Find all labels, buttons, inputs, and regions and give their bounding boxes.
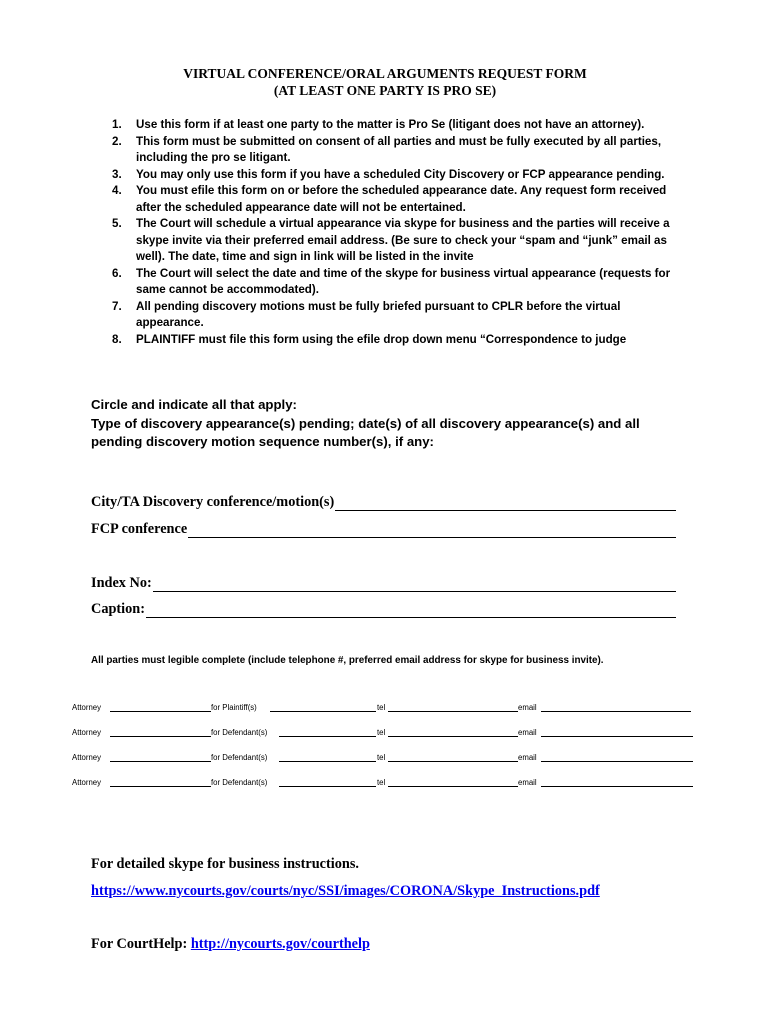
attorney-row — [72, 753, 694, 765]
attorney-label: Attorney — [72, 728, 102, 737]
party-name-blank[interactable] — [279, 736, 376, 737]
tel-label: tel — [377, 728, 386, 737]
rule-item — [112, 117, 682, 134]
party-label: for Defendant(s) — [211, 778, 268, 787]
courthelp-link[interactable]: http://nycourts.gov/courthelp — [190, 936, 370, 952]
rule-text: You must efile this form on or before the scheduled appearance date. Any request form received after the scheduled appearance date will not be entertained. — [136, 184, 667, 214]
city-ta-label: City/TA Discovery conference/motion(s) — [91, 494, 335, 510]
circle-instructions — [91, 396, 691, 452]
attorney-name-blank[interactable] — [110, 786, 211, 787]
legible-note: All parties must legible complete (include telephone #, preferred email address for skype for business invite). — [91, 655, 604, 666]
attorney-label: Attorney — [72, 703, 102, 712]
rule-number: 7. — [112, 299, 122, 313]
circle-description: Type of discovery appearance(s) pending; date(s) of all discovery appearance(s) and all pending discovery motion sequence number(s), if any: — [91, 415, 640, 449]
tel-label: tel — [377, 778, 386, 787]
tel-blank[interactable] — [388, 786, 518, 787]
email-label: email — [518, 753, 537, 762]
index-field[interactable] — [91, 575, 676, 592]
caption-blank[interactable] — [146, 602, 676, 618]
attorney-row — [72, 703, 694, 715]
rule-number: 2. — [112, 134, 122, 148]
email-label: email — [518, 778, 537, 787]
rule-item — [112, 167, 682, 184]
index-label: Index No: — [91, 575, 152, 591]
rule-text: The Court will select the date and time of the skype for business virtual appearance (requests for same cannot be accommodated). — [136, 266, 671, 296]
rule-text: All pending discovery motions must be fully briefed pursuant to CPLR before the virtual appearance. — [136, 299, 621, 329]
courthelp-line — [91, 936, 370, 953]
rule-number: 1. — [112, 118, 122, 131]
fcp-label: FCP conference — [91, 521, 188, 537]
tel-blank[interactable] — [388, 761, 518, 762]
city-ta-field[interactable] — [91, 494, 676, 511]
rule-number: 4. — [112, 184, 122, 197]
party-label: for Defendant(s) — [211, 753, 268, 762]
rule-item — [112, 183, 682, 216]
attorney-row — [72, 728, 694, 740]
email-blank[interactable] — [541, 786, 693, 787]
caption-label: Caption: — [91, 601, 146, 617]
rule-text: This form must be submitted on consent of all parties and must be fully executed by all parties, including the pro se litigant. — [136, 134, 662, 164]
tel-blank[interactable] — [388, 711, 518, 712]
rules-list — [112, 117, 682, 348]
index-blank[interactable] — [153, 576, 676, 592]
tel-label: tel — [377, 703, 386, 712]
attorney-row — [72, 778, 694, 790]
skype-instructions-heading: For detailed skype for business instructions. — [91, 856, 359, 872]
rule-text: You may only use this form if you have a scheduled City Discovery or FCP appearance pending. — [136, 167, 665, 181]
party-name-blank[interactable] — [279, 761, 376, 762]
tel-blank[interactable] — [388, 736, 518, 737]
caption-field[interactable] — [91, 601, 676, 618]
party-label: for Plaintiff(s) — [211, 703, 257, 712]
attorney-name-blank[interactable] — [110, 711, 211, 712]
fcp-field[interactable] — [91, 521, 676, 538]
rule-text: The Court will schedule a virtual appearance via skype for business and the parties will receive a skype invite via their preferred email address. (Be sure to check your “spam and “junk” email as well). The date, time and sign in link will be listed in the invite — [136, 217, 670, 263]
rule-text: PLAINTIFF must file this form using the efile drop down menu “Correspondence to judge — [136, 332, 627, 346]
tel-label: tel — [377, 753, 386, 762]
attorney-name-blank[interactable] — [110, 761, 211, 762]
rule-number: 6. — [112, 266, 122, 280]
party-name-blank[interactable] — [270, 711, 376, 712]
party-label: for Defendant(s) — [211, 728, 268, 737]
rule-item — [112, 332, 682, 349]
skype-instructions-link-line — [91, 883, 600, 900]
email-blank[interactable] — [541, 711, 691, 712]
email-blank[interactable] — [541, 761, 693, 762]
attorney-label: Attorney — [72, 778, 102, 787]
party-name-blank[interactable] — [279, 786, 376, 787]
email-label: email — [518, 728, 537, 737]
email-label: email — [518, 703, 537, 712]
attorney-label: Attorney — [72, 753, 102, 762]
rule-item — [112, 299, 682, 332]
courthelp-label: For CourtHelp: — [91, 936, 188, 952]
city-ta-blank[interactable] — [335, 495, 676, 511]
attorney-name-blank[interactable] — [110, 736, 211, 737]
skype-instructions-link[interactable]: https://www.nycourts.gov/courts/nyc/SSI/images/CORONA/Skype_Instructions.pdf — [91, 883, 600, 899]
circle-heading: Circle and indicate all that apply: — [91, 397, 297, 412]
rule-item — [112, 216, 682, 266]
email-blank[interactable] — [541, 736, 693, 737]
rule-item — [112, 266, 682, 299]
rule-item — [112, 134, 682, 167]
rule-number: 5. — [112, 217, 122, 230]
form-title: VIRTUAL CONFERENCE/ORAL ARGUMENTS REQUEST FORM — [183, 66, 587, 81]
rule-number: 8. — [112, 332, 122, 346]
fcp-blank[interactable] — [188, 522, 676, 538]
rule-text: Use this form if at least one party to the matter is Pro Se (litigant does not have an attorney). — [136, 118, 645, 131]
rule-number: 3. — [112, 167, 122, 181]
form-subtitle: (AT LEAST ONE PARTY IS PRO SE) — [273, 83, 497, 98]
